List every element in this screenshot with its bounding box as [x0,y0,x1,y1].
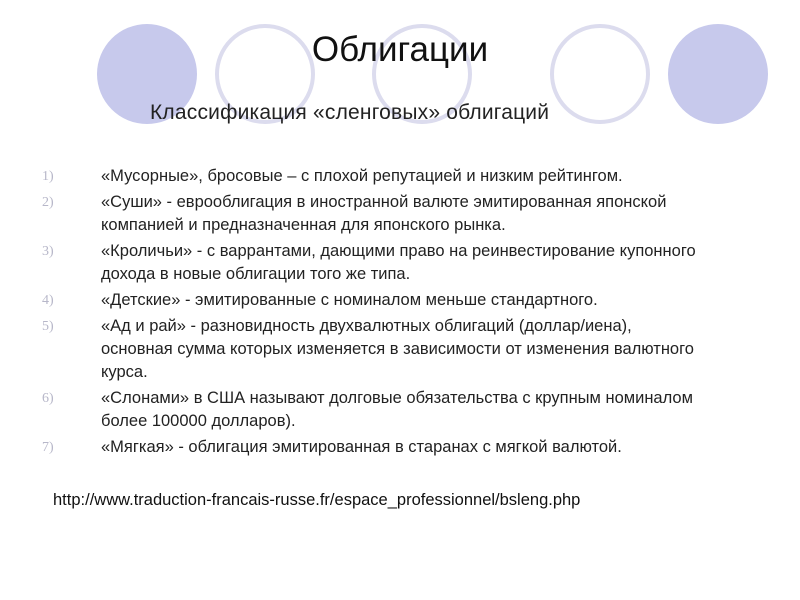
list-number: 7) [42,440,54,455]
list-item-text: «Слонами» в США называют долговые обязательства с крупным номиналом более 100000 долларов). [101,389,693,430]
list-item [0,191,701,237]
list-number: 1) [42,169,54,184]
list-number: 3) [42,244,54,259]
list-item-text: «Мягкая» - облигация эмитированная в старанах с мягкой валютой. [101,438,622,456]
slide-subtitle: Классификация «сленговых» облигаций [150,101,550,124]
list-item-text: «Ад и рай» - разновидность двухвалютных облигаций (доллар/иена), основная сумма которых изменяется в зависимости от изменения валютного курса. [101,317,694,381]
list-number: 2) [42,195,54,210]
list-number: 6) [42,391,54,406]
list-item-text: «Детские» - эмитированные с номиналом меньше стандартного. [101,291,598,309]
list-item-text: «Суши» - еврооблигация в иностранной валюте эмитированная японской компанией и предназначенная для японского рынка. [101,193,667,234]
list-item [0,315,701,384]
numbered-list [0,165,800,462]
list-item [0,387,701,433]
list-number: 5) [42,319,54,334]
list-item [0,165,701,188]
slide-title: Облигации [311,30,489,69]
list-item [0,240,701,286]
list-item [0,436,701,459]
list-number: 4) [42,293,54,308]
list-item [0,289,701,312]
list-item-text: «Кроличьи» - с варрантами, дающими право на реинвестирование купонного дохода в новые облигации того же типа. [101,242,696,283]
list-item-text: «Мусорные», бросовые – с плохой репутацией и низким рейтингом. [101,167,623,185]
source-url: http://www.traduction-francais-russe.fr/espace_professionnel/bsleng.php [53,491,581,509]
